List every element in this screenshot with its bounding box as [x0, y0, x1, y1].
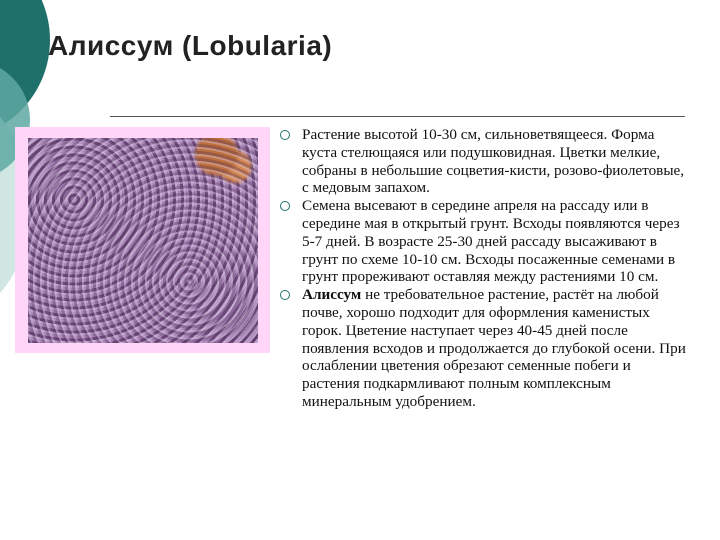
hollow-circle-bullet-icon	[280, 201, 290, 211]
bullet-item	[278, 126, 688, 197]
title-divider	[110, 116, 685, 117]
bullet-item	[278, 197, 688, 286]
hollow-circle-bullet-icon	[280, 130, 290, 140]
bullet-text: не требовательное растение, растёт на любой почве, хорошо подходит для оформления каменистых горок. Цветение наступает через 40-45 дней после появления всходов и продолжается до глубокой осени. При ослаблении цветения обрезают семенные побеги и растения подкармливают полным комплексным минеральным удобрением.	[302, 286, 686, 410]
hollow-circle-bullet-icon	[280, 290, 290, 300]
bullet-item	[278, 286, 688, 411]
bullet-text: Семена высевают в середине апреля на рассаду или в середине мая в открытый грунт. Всходы появляются через 5-7 дней. В возрасте 25-30 дней рассаду высаживают в грунт по схеме 10-10 см. Всходы посаженные семенами в грунт прореживают оставляя между растениями 10 см.	[302, 197, 680, 286]
bullet-list	[278, 126, 688, 411]
alyssum-photo	[28, 138, 258, 343]
slide-title: Алиссум (Lobularia)	[48, 30, 333, 61]
bullet-text: Растение высотой 10-30 см, сильноветвящееся. Форма куста стелющаяся или подушковидная. Цветки мелкие, собраны в небольшие соцветия-кисти, розово-фиолетовые, с медовым запахом.	[302, 126, 685, 197]
bullet-bold-term: Алиссум	[302, 286, 362, 304]
